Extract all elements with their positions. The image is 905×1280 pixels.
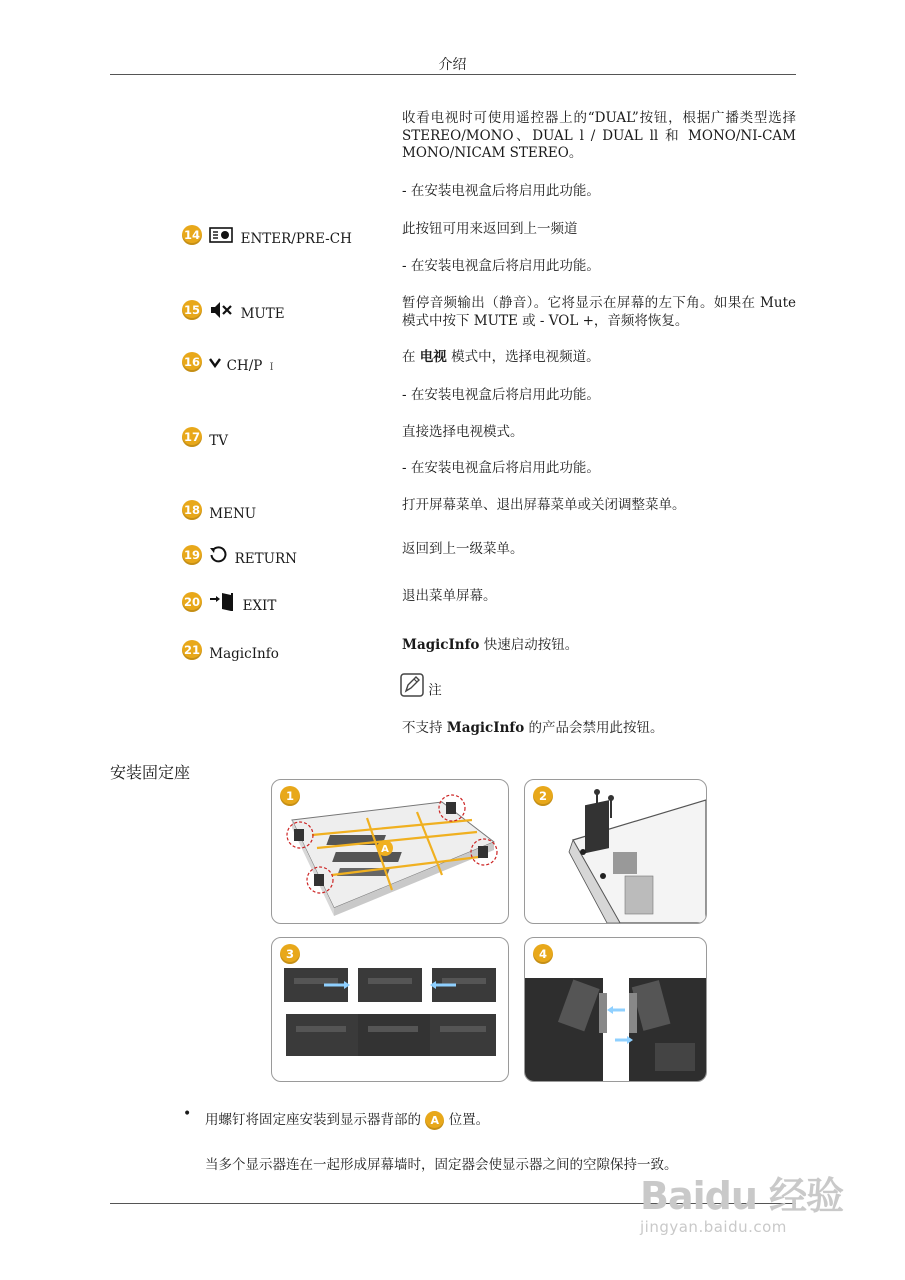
note-heading [400,673,442,699]
button-label: CH/P [226,357,263,374]
note-text: 不支持 MagicInfo 的产品会禁用此按钮。 [402,720,664,736]
number-badge: 20 [182,592,202,612]
baidu-watermark [640,1165,843,1236]
figure-step-3 [271,937,509,1082]
magicinfo-description: MagicInfo 快速启动按钮。 [402,637,579,653]
button-label: RETURN [234,550,297,567]
page-header-title: 介绍 [438,57,467,73]
figure-number-badge: 4 [533,944,553,964]
watermark-brand: Baidu 经验 [640,1174,844,1218]
ch-down-description: 在 电视 模式中，选择电视频道。 [402,349,600,365]
enter-prech-note: - 在安装电视盒后将启用此功能。 [402,258,600,274]
figure-number-badge: 1 [280,786,300,806]
button-row-magicinfo [182,640,279,662]
number-badge: 15 [182,300,202,320]
bullet-text: 用螺钉将固定座安装到显示器背部的 A 位置。 [205,1112,490,1128]
number-badge: 19 [182,545,202,565]
mute-icon [209,300,233,320]
enter-prech-description: 此按钮可用来返回到上一频道 [402,221,578,237]
number-badge: 18 [182,500,202,520]
return-icon [209,546,227,564]
button-row-mute [182,300,285,322]
tv-note: - 在安装电视盒后将启用此功能。 [402,460,600,476]
chevron-down-icon [209,356,221,368]
number-badge: 16 [182,352,202,372]
monitor-back-bracket-illustration [272,780,508,923]
bullet-marker: • [183,1106,192,1122]
dual-note: - 在安装电视盒后将启用此功能。 [402,183,600,199]
bracket-gap-closeup-illustration [525,938,706,1081]
marker-a-badge: A [425,1111,444,1130]
number-badge: 21 [182,640,202,660]
bullet-followup-text: 当多个显示器连在一起形成屏幕墙时，固定器会使显示器之间的空隙保持一致。 [205,1157,678,1173]
enter-prech-icon [209,227,233,243]
return-description: 返回到上一级菜单。 [402,541,524,557]
button-row-ch-down [182,352,274,374]
button-row-return [182,545,297,567]
note-pencil-icon [400,673,424,697]
mute-description: 暂停音频输出（静音）。它将显示在屏幕的左下角。如果在 Mute 模式中按下 MUTE 或 - VOL +，音频将恢复。 [402,295,796,329]
button-label: ENTER/PRE-CH [240,230,352,247]
button-label: MENU [209,505,257,522]
header-divider [110,74,796,75]
watermark-url: jingyan.baidu.com [640,1218,787,1236]
button-row-enter-prech [182,225,352,247]
number-badge: 17 [182,427,202,447]
ch-down-note: - 在安装电视盒后将启用此功能。 [402,387,600,403]
exit-icon [209,591,235,613]
button-label: TV [209,432,229,449]
number-badge: 14 [182,225,202,245]
button-label: EXIT [242,597,277,614]
marker-a-label: A [381,844,389,855]
figure-step-1 [271,779,509,924]
button-label: MagicInfo [209,645,279,662]
dual-description: 收看电视时可使用遥控器上的“DUAL”按钮，根据广播类型选择 STEREO/MONO、DUAL l / DUAL ll 和 MONO/NI-CAM MONO/NICAM STEREO。 [402,110,796,161]
button-row-menu [182,500,256,522]
figure-step-4 [524,937,707,1082]
button-label: MUTE [240,305,285,322]
exit-description: 退出菜单屏幕。 [402,588,497,604]
button-label-suffix: Ⅰ [269,361,274,373]
bracket-screw-illustration [525,780,706,923]
tv-description: 直接选择电视模式。 [402,424,524,440]
figure-number-badge: 3 [280,944,300,964]
button-row-tv [182,427,228,449]
section-title: 安装固定座 [110,763,191,782]
button-row-exit [182,591,276,614]
monitor-wall-assembly-illustration [272,938,508,1081]
figure-number-badge: 2 [533,786,553,806]
menu-description: 打开屏幕菜单、退出屏幕菜单或关闭调整菜单。 [402,497,686,513]
note-label: 注 [428,682,442,699]
figure-step-2 [524,779,707,924]
